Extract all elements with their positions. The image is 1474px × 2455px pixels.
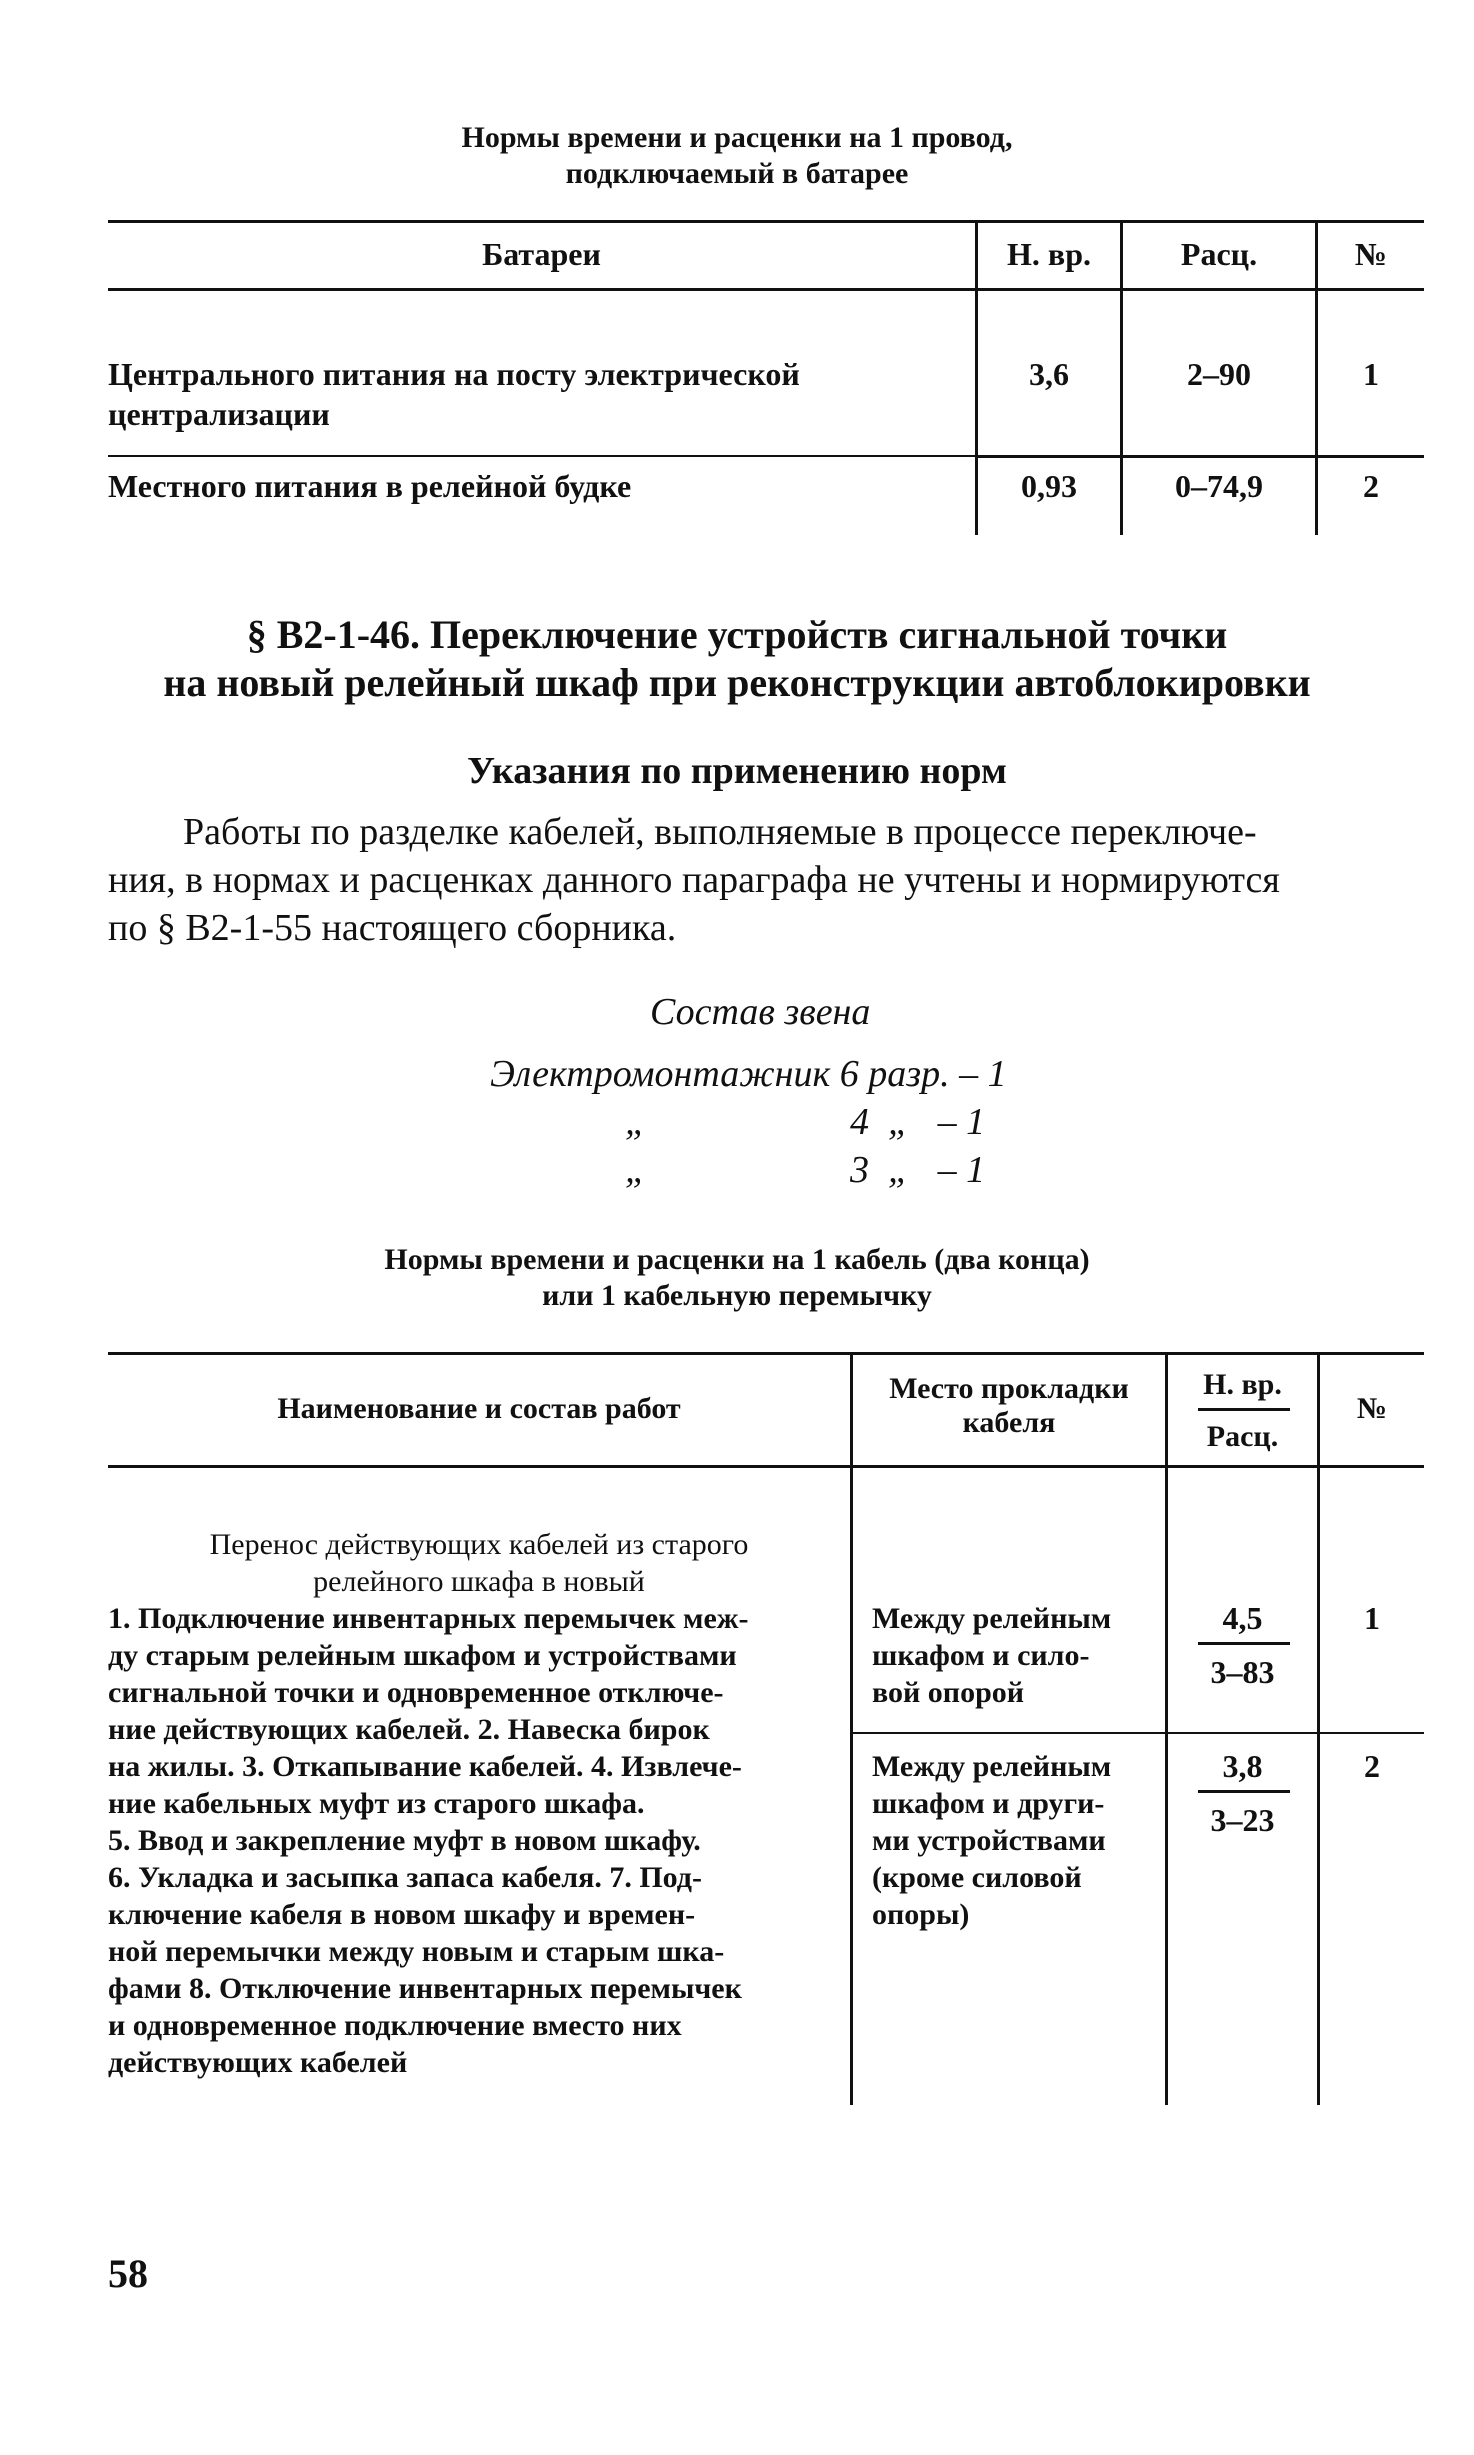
table1-caption-line2: подключаемый в батарее [565, 157, 909, 190]
section-para-line1: Работы по разделке кабелей, выполняемые в процессе переключе- [183, 811, 1257, 853]
crew-line2-rest: 4 „ – 1 [850, 1101, 986, 1143]
table1-row1-rasc: 2–90 [1187, 356, 1251, 392]
table2-work-description [108, 1600, 838, 2081]
section-para-line3: по § В2-1-55 настоящего сборника. [108, 907, 677, 949]
work-line: 5. Ввод и закрепление муфт в новом шкафу. [108, 1824, 701, 1857]
table2-caption-line1: Нормы времени и расценки на 1 кабель (два конца) [384, 1243, 1090, 1276]
table2-header-fraction-bar [1198, 1408, 1290, 1411]
section-subtitle: Указания по применению норм [467, 750, 1007, 792]
work-line: 1. Подключение инвентарных перемычек меж- [108, 1602, 749, 1635]
table1-header-nvr: Н. вр. [1007, 236, 1091, 272]
table1-row1-no: 1 [1363, 356, 1379, 392]
table1-row1-name-line1: Центрального питания на посту электрической [108, 356, 800, 392]
place-line: шкафом и сило- [872, 1639, 1090, 1672]
table1-header-no: № [1354, 236, 1388, 272]
crew-line2-ditto: „ [625, 1101, 647, 1143]
work-line: и одновременное подключение вместо них [108, 2009, 682, 2042]
table2-row1-place [872, 1600, 1162, 1711]
table2-row1-rasc: 3–83 [1210, 1654, 1275, 1690]
table2-row1-nvr: 4,5 [1222, 1600, 1263, 1636]
crew-title: Состав звена [650, 991, 871, 1033]
table2-row1-fraction-bar [1198, 1642, 1290, 1645]
table2-row1-no: 1 [1364, 1600, 1380, 1636]
crew-line3-rest: 3 „ – 1 [850, 1149, 986, 1191]
table2-header-name: Наименование и состав работ [277, 1392, 681, 1425]
table1-header-rasc: Расц. [1180, 236, 1258, 272]
table1-row2-rasc: 0–74,9 [1175, 468, 1263, 504]
crew-line1: Электромонтажник 6 разр. – 1 [490, 1053, 1007, 1095]
table2-header-no: № [1356, 1392, 1388, 1425]
table2-header-nvr: Н. вр. [1203, 1368, 1282, 1401]
table1-row1-nvr: 3,6 [1029, 356, 1069, 392]
table2-vline-2 [1165, 1352, 1168, 2105]
page-number: 58 [108, 2251, 148, 2296]
work-line: ние действующих кабелей. 2. Навеска бирок [108, 1713, 710, 1746]
work-line: ключение кабеля в новом шкафу и времен- [108, 1898, 696, 1931]
table1-row1-name-line2: централизации [108, 396, 330, 432]
work-line: сигнальной точки и одновременное отключе- [108, 1676, 724, 1709]
table1-row-rule-left [108, 455, 975, 457]
table1-header-name: Батареи [482, 236, 601, 272]
table2-row2-rasc: 3–23 [1210, 1802, 1275, 1838]
table1-row2-no: 2 [1363, 468, 1379, 504]
table2-top-rule [108, 1352, 1424, 1355]
table1-top-rule [108, 220, 1424, 223]
work-line: ние кабельных муфт из старого шкафа. [108, 1787, 645, 1820]
work-line: действующих кабелей [108, 2046, 408, 2079]
table2-caption-line2: или 1 кабельную перемычку [542, 1279, 932, 1312]
table2-vline-3 [1317, 1352, 1320, 2105]
table2-work-title-line1: Перенос действующих кабелей из старого [209, 1528, 749, 1561]
table2-row2-nvr: 3,8 [1222, 1748, 1263, 1784]
place-line: ми устройствами [872, 1824, 1106, 1857]
table2-header-place-line2: кабеля [962, 1406, 1056, 1439]
table1-caption-line1: Нормы времени и расценки на 1 провод, [461, 121, 1013, 154]
table2-row2-fraction-bar [1198, 1790, 1290, 1793]
table2-vline-1 [850, 1352, 853, 2105]
section-para-line2: ния, в нормах и расценках данного параграфа не учтены и нормируются [108, 859, 1280, 901]
table2-header-place-line1: Место прокладки [889, 1372, 1129, 1405]
section-title-line2: на новый релейный шкаф при реконструкции автоблокировки [163, 660, 1311, 705]
work-line: ной перемычки между новым и старым шка- [108, 1935, 725, 1968]
place-line: Между релейным [872, 1750, 1112, 1783]
table2-row2-place [872, 1748, 1162, 1933]
table1-row2-name-line1: Местного питания в релейной будке [108, 468, 632, 504]
table1-header-rule [108, 288, 1424, 291]
work-line: на жилы. 3. Откапывание кабелей. 4. Извлече- [108, 1750, 742, 1783]
table2-header-rule [108, 1465, 1424, 1468]
place-line: шкафом и други- [872, 1787, 1105, 1820]
place-line: вой опорой [872, 1676, 1025, 1709]
table1-row2-nvr: 0,93 [1021, 468, 1077, 504]
table2-header-rasc: Расц. [1206, 1420, 1279, 1453]
table2-row-rule [850, 1732, 1424, 1734]
place-line: (кроме силовой [872, 1861, 1082, 1894]
work-line: 6. Укладка и засыпка запаса кабеля. 7. Под- [108, 1861, 702, 1894]
work-line: фами 8. Отключение инвентарных перемычек [108, 1972, 742, 2005]
place-line: опоры) [872, 1898, 970, 1931]
table1-row-rule [975, 455, 1424, 458]
crew-line3-ditto: „ [625, 1149, 647, 1191]
place-line: Между релейным [872, 1602, 1112, 1635]
table2-work-title-line2: релейного шкафа в новый [313, 1565, 645, 1598]
section-title-line1: § В2-1-46. Переключение устройств сигнальной точки [246, 612, 1228, 657]
work-line: ду старым релейным шкафом и устройствами [108, 1639, 737, 1672]
table2-row2-no: 2 [1364, 1748, 1380, 1784]
